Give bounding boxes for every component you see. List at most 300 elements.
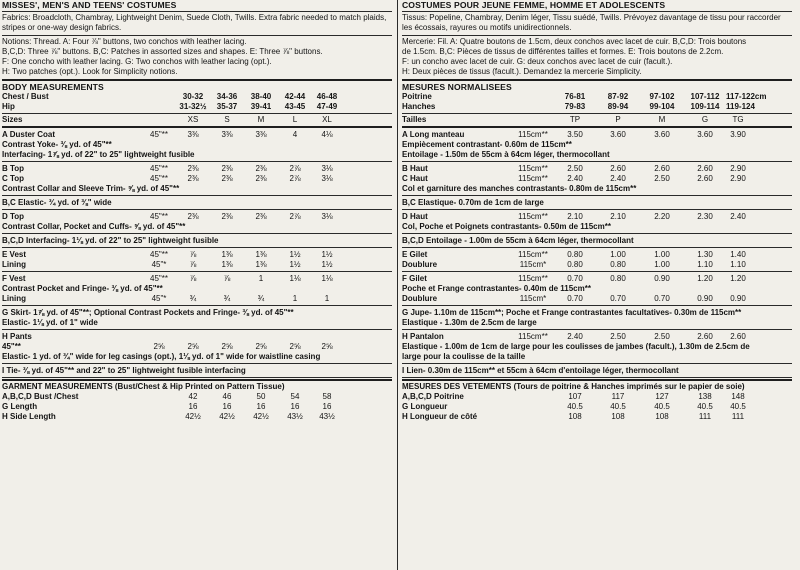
yardage-value: 0.70 [610, 294, 626, 303]
yardage-value: 0.90 [654, 274, 670, 283]
note-line: large pour la coulisse de la taille [402, 352, 526, 361]
table-row [2, 412, 392, 422]
garment-label: 45"** [2, 342, 21, 351]
note-line: G Skirt- 1⅞ yd. of 45"**; Optional Contrast Pockets and Fringe- ⅜ yd. of 45"** [2, 308, 294, 317]
yardage-value: 1⅜ [221, 260, 233, 269]
divider-line [2, 363, 392, 364]
notions-block [2, 37, 392, 77]
note-line: Col, Poche et Poignets contrastants- 0.50m de 115cm** [402, 222, 611, 231]
measure-value: 40.5 [697, 402, 713, 411]
yardage-value: 0.90 [730, 294, 746, 303]
chest-value: 76-81 [564, 92, 586, 101]
garment-label: A Duster Coat [2, 130, 56, 139]
hip-value: 99-104 [649, 102, 675, 111]
measure-value: 117 [611, 392, 625, 401]
table-row [402, 332, 792, 342]
garment-label: Lining [2, 260, 26, 269]
chest-value: 34-36 [216, 92, 238, 101]
yardage-section [2, 163, 392, 194]
garment-label: D Top [2, 212, 25, 221]
yardage-value: 1 [324, 294, 330, 303]
yardage-value: 1 [292, 294, 298, 303]
yardage-value: 2.10 [610, 212, 626, 221]
table-row [2, 260, 392, 270]
size-label: L [292, 115, 298, 124]
fabric-width: 115cm** [518, 332, 548, 341]
divider-line [2, 161, 392, 162]
divider-line [2, 35, 392, 36]
note-line: Interfacing- 1⅞ yd. of 22" to 25" lightweight fusible [2, 150, 195, 159]
table-row [402, 294, 792, 304]
measure-value: 108 [611, 412, 625, 421]
yardage-value: 3.60 [697, 130, 713, 139]
sizes-label: Tailles [402, 115, 427, 124]
yardage-section [2, 235, 392, 246]
garment-label: H Pantalon [402, 332, 444, 341]
yardage-value: 3⅛ [321, 174, 333, 183]
yardage-value: 2.10 [567, 212, 583, 221]
table-row [402, 102, 792, 112]
yardage-value: 0.80 [567, 260, 583, 269]
yardage-value: 1⅜ [221, 250, 233, 259]
yardage-value: 1½ [289, 250, 301, 259]
yardage-value: 2⅜ [255, 174, 267, 183]
chest-value: 117-122cm [726, 92, 767, 101]
notions-line: B,C,D: Three ⅞" buttons. B,C: Patches in assorted sizes and shapes. E: Three ⅞" buttons. [2, 47, 323, 56]
chest-value: 87-92 [607, 92, 629, 101]
garment-label: C Haut [402, 174, 428, 183]
measure-value: 42½ [185, 412, 201, 421]
yardage-value: 2.60 [697, 164, 713, 173]
table-row [402, 274, 792, 284]
measure-value: 50 [256, 392, 266, 401]
fabric-width: 115cm* [519, 294, 547, 303]
yardage-value: 1.00 [654, 250, 670, 259]
measure-value: 111 [698, 412, 712, 421]
garment-label: Lining [2, 294, 26, 303]
measure-value: 43½ [319, 412, 335, 421]
divider-line [2, 377, 392, 378]
yardage-value: 0.70 [567, 294, 583, 303]
garment-measure-label: G Longueur [402, 402, 448, 411]
fabric-width: 2⅝ [153, 342, 165, 351]
divider-line [402, 377, 792, 378]
divider-line [2, 11, 392, 12]
divider-line [402, 11, 792, 12]
chest-label: Chest / Bust [2, 92, 49, 101]
garment-label: B Haut [402, 164, 428, 173]
yardage-section [402, 129, 792, 160]
measure-value: 42½ [253, 412, 269, 421]
french-column [402, 0, 792, 570]
hip-value: 35-37 [216, 102, 238, 111]
yardage-value: 0.80 [567, 250, 583, 259]
table-row [402, 402, 792, 412]
sizes-label: Sizes [2, 115, 23, 124]
measure-value: 16 [256, 402, 266, 411]
yardage-value: 2.50 [654, 332, 670, 341]
notions-line: F: One concho with leather lacing. G: Two conchos with leather lacing (opt.). [2, 57, 272, 66]
yardage-value: 2.50 [610, 332, 626, 341]
divider-line [402, 161, 792, 162]
yardage-section [2, 197, 392, 208]
yardage-value: 0.80 [610, 274, 626, 283]
yardage-value: 2⅝ [187, 342, 199, 351]
fabric-width: 45"** [150, 130, 168, 139]
table-row [2, 102, 392, 112]
table-row [2, 174, 392, 184]
yardage-section [2, 129, 392, 160]
garment-label: F Gilet [402, 274, 427, 283]
measure-value: 40.5 [610, 402, 626, 411]
note-line: Elastique - 1.00m de 1cm de large pour les coulisses de jambes (facult.), 1.30m de 2.5cm de [402, 342, 750, 351]
yardage-value: 2⅜ [221, 164, 233, 173]
garment-label: A Long manteau [402, 130, 465, 139]
yardage-value: 2⅜ [255, 164, 267, 173]
hip-value: 43-45 [284, 102, 306, 111]
garment-label: D Haut [402, 212, 428, 221]
divider-line [2, 233, 392, 234]
divider-line [402, 271, 792, 272]
yardage-section [402, 211, 792, 232]
table-row [2, 294, 392, 304]
measure-value: 16 [290, 402, 300, 411]
note-line: B,C,D Entoilage - 1.00m de 55cm à 64cm léger, thermocollant [402, 236, 634, 245]
divider-line [402, 209, 792, 210]
note-line: Empiècement contrastant- 0.60m de 115cm** [402, 140, 572, 149]
measure-value: 42 [188, 392, 198, 401]
notions-line: F: un concho avec lacet de cuir. G: deux conchos avec lacet de cuir (facult.). [402, 57, 673, 66]
yardage-value: 2⅝ [221, 342, 233, 351]
yardage-value: ⅞ [189, 260, 197, 269]
yardage-value: 1.00 [654, 260, 670, 269]
table-row [2, 332, 392, 342]
yardage-value: 2.30 [697, 212, 713, 221]
table-row [2, 115, 392, 125]
yardage-value: 2⅞ [289, 164, 301, 173]
size-label: XS [187, 115, 199, 124]
size-label: S [224, 115, 230, 124]
table-row [2, 402, 392, 412]
hip-value: 79-83 [564, 102, 586, 111]
garment-measure-label: A,B,C,D Bust /Chest [2, 392, 79, 401]
measure-value: 107 [568, 392, 582, 401]
table-row [402, 115, 792, 125]
yardage-value: 0.70 [654, 294, 670, 303]
yardage-value: 3⅜ [187, 130, 199, 139]
measure-value: 108 [655, 412, 669, 421]
yardage-value: 3⅛ [321, 212, 333, 221]
hip-value: 109-114 [690, 102, 720, 111]
fabric-width: 45"* [151, 294, 167, 303]
yardage-value: 1½ [321, 250, 333, 259]
divider-line [2, 195, 392, 196]
yardage-value: 2.60 [697, 332, 713, 341]
yardage-value: 2.60 [654, 164, 670, 173]
hip-value: 31-32½ [179, 102, 207, 111]
yardage-value: 2⅜ [221, 174, 233, 183]
yardage-value: 2.40 [567, 174, 583, 183]
yardage-section [402, 331, 792, 362]
divider-line [402, 363, 792, 364]
yardage-value: 2.60 [610, 164, 626, 173]
hip-value: 39-41 [250, 102, 272, 111]
yardage-value: 1⅜ [255, 260, 267, 269]
english-column [2, 0, 392, 570]
measure-value: 16 [222, 402, 232, 411]
yardage-value: 3⅜ [255, 130, 267, 139]
yardage-value: 2.40 [730, 212, 746, 221]
yardage-value: 1.20 [697, 274, 713, 283]
note-line: B,C Elastique- 0.70m de 1cm de large [402, 198, 544, 207]
yardage-value: ¾ [223, 294, 231, 303]
yardage-value: 2⅜ [187, 212, 199, 221]
yardage-value: 2⅜ [187, 174, 199, 183]
yardage-value: 3.90 [730, 130, 746, 139]
chest-value: 42-44 [284, 92, 306, 101]
yardage-section [2, 211, 392, 232]
yardage-value: 3⅛ [321, 164, 333, 173]
hip-value: 47-49 [316, 102, 338, 111]
yardage-section [2, 249, 392, 270]
table-row [2, 212, 392, 222]
yardage-value: 4 [292, 130, 298, 139]
divider-line [2, 329, 392, 330]
note-line: I Tie- ⅜ yd. of 45"** and 22" to 25" lightweight fusible interfacing [2, 366, 246, 375]
fabric-width: 45"** [150, 212, 168, 221]
divider-line [2, 379, 392, 381]
note-line: Col et garniture des manches contrastants- 0.80m de 115cm** [402, 184, 637, 193]
divider-line [2, 305, 392, 306]
yardage-value: ⅞ [189, 250, 197, 259]
yardage-value: ¾ [189, 294, 197, 303]
measure-value: 16 [188, 402, 198, 411]
yardage-value: 1½ [289, 260, 301, 269]
divider-line [402, 233, 792, 234]
yardage-value: 2.40 [610, 174, 626, 183]
fabric-width: 45"** [150, 164, 168, 173]
table-row [402, 130, 792, 140]
hip-label: Hip [2, 102, 15, 111]
divider-line [2, 79, 392, 81]
measure-value: 108 [568, 412, 582, 421]
yardage-value: 2.60 [697, 174, 713, 183]
yardage-value: 1.40 [730, 250, 746, 259]
chest-value: 107-112 [690, 92, 720, 101]
yardage-value: 1½ [321, 260, 333, 269]
yardage-value: 2⅜ [255, 212, 267, 221]
divider-line [402, 379, 792, 381]
fabric-width: 115cm* [519, 260, 547, 269]
measure-value: 138 [698, 392, 712, 401]
garment-label: F Vest [2, 274, 26, 283]
yardage-value: 3.60 [610, 130, 626, 139]
yardage-section [402, 307, 792, 328]
yardage-value: 2⅜ [187, 164, 199, 173]
divider-line [2, 113, 392, 114]
measure-value: 16 [322, 402, 332, 411]
notions-block [402, 37, 792, 77]
note-line: Contrast Collar, Pocket and Cuffs- ⅝ yd. of 45"** [2, 222, 186, 231]
size-label: G [701, 115, 709, 124]
notions-line: Mercerie: Fil. A: Quatre boutons de 1.5cm, deux conchos avec lacet de cuir. B,C,D: Trois boutons [402, 37, 747, 46]
section-title: COSTUMES POUR JEUNE FEMME, HOMME ET ADOLESCENTS [402, 0, 666, 10]
note-line: Contrast Pocket and Fringe- ⅜ yd. of 45"** [2, 284, 163, 293]
yardage-section [402, 273, 792, 304]
yardage-section [402, 197, 792, 208]
measure-value: 148 [731, 392, 745, 401]
divider-line [402, 305, 792, 306]
yardage-value: 2.90 [730, 174, 746, 183]
chest-value: 46-48 [316, 92, 338, 101]
section-title: MISSES', MEN'S AND TEENS' COSTUMES [2, 0, 177, 10]
yardage-value: 2⅝ [321, 342, 333, 351]
yardage-section [2, 273, 392, 304]
table-row [402, 174, 792, 184]
fabric-width: 115cm** [518, 250, 548, 259]
garment-label: Doublure [402, 260, 438, 269]
note-line: B,C,D Interfacing- 1⅛ yd. of 22" to 25" lightweight fusible [2, 236, 219, 245]
size-label: M [658, 115, 666, 124]
notions-line: Notions: Thread. A: Four ⅞" buttons, two conchos with leather lacing. [2, 37, 247, 46]
note-line: Poche et Frange contrastantes- 0.40m de 115cm** [402, 284, 591, 293]
yardage-section [402, 365, 792, 376]
measure-value: 40.5 [567, 402, 583, 411]
measure-value: 127 [655, 392, 669, 401]
yardage-value: 3.60 [654, 130, 670, 139]
yardage-value: 2⅜ [221, 212, 233, 221]
table-row [2, 130, 392, 140]
fabric-width: 45"* [151, 260, 167, 269]
table-row [2, 342, 392, 352]
yardage-value: 2⅞ [289, 212, 301, 221]
note-line: I Lien- 0.30m de 115cm** et 55cm à 64cm d'entoilage léger, thermocollant [402, 366, 679, 375]
size-label: XL [322, 115, 332, 124]
divider-line [402, 79, 792, 81]
fabric-width: 45"** [150, 174, 168, 183]
column-divider [397, 0, 398, 570]
note-line: Elastique - 1.30m de 2.5cm de large [402, 318, 537, 327]
yardage-value: ¾ [257, 294, 265, 303]
yardage-value: 1.30 [697, 250, 713, 259]
garment-label: E Vest [2, 250, 27, 259]
garment-measure-label: G Length [2, 402, 38, 411]
fabric-width: 115cm** [518, 274, 548, 283]
size-label: TG [732, 115, 744, 124]
divider-line [402, 113, 792, 114]
garment-label: H Pants [2, 332, 32, 341]
divider-line [402, 329, 792, 330]
yardage-value: 1.10 [697, 260, 713, 269]
yardage-value: 2.60 [730, 332, 746, 341]
yardage-section [2, 365, 392, 376]
yardage-value: 0.70 [567, 274, 583, 283]
measure-value: 40.5 [654, 402, 670, 411]
body-measurements-title: MESURES NORMALISEES [402, 82, 512, 92]
table-row [402, 392, 792, 402]
yardage-value: ⅞ [189, 274, 197, 283]
notions-line: de 1.5cm. B,C: Pièces de tissus de différentes tailles et formes. E: Trois boutons de 2.2cm. [402, 47, 724, 56]
body-measurements-title: BODY MEASUREMENTS [2, 82, 104, 92]
table-row [2, 250, 392, 260]
table-row [2, 92, 392, 102]
yardage-value: 1⅛ [289, 274, 301, 283]
chest-value: 30-32 [182, 92, 204, 101]
measure-value: 46 [222, 392, 232, 401]
divider-line [402, 195, 792, 196]
measure-value: 42½ [219, 412, 235, 421]
fabric-width: 115cm** [518, 130, 548, 139]
table-row [402, 92, 792, 102]
yardage-section [402, 163, 792, 194]
divider-line [2, 209, 392, 210]
garment-label: B Top [2, 164, 25, 173]
divider-line [2, 271, 392, 272]
yardage-value: 0.90 [697, 294, 713, 303]
table-row [402, 250, 792, 260]
divider-line [402, 247, 792, 248]
note-line: Entoilage - 1.50m de 55cm à 64cm léger, thermocollant [402, 150, 610, 159]
garment-label: E Gilet [402, 250, 428, 259]
yardage-value: ⅞ [223, 274, 231, 283]
yardage-section [402, 249, 792, 270]
measure-value: 111 [731, 412, 745, 421]
divider-line [2, 126, 392, 128]
fabric-width: 45"** [150, 250, 168, 259]
garment-label: C Top [2, 174, 25, 183]
measure-value: 40.5 [730, 402, 746, 411]
yardage-value: 2⅝ [255, 342, 267, 351]
yardage-value: 1.10 [730, 260, 746, 269]
yardage-section [2, 331, 392, 362]
yardage-value: 2.50 [567, 164, 583, 173]
note-line: Elastic- 1⅛ yd. of 1" wide [2, 318, 98, 327]
note-line: Contrast Yoke- ⅜ yd. of 45"** [2, 140, 112, 149]
yardage-section [2, 307, 392, 328]
yardage-section [402, 235, 792, 246]
yardage-value: 0.80 [610, 260, 626, 269]
table-row [402, 212, 792, 222]
fabric-width: 115cm** [518, 174, 548, 183]
yardage-value: 2.20 [654, 212, 670, 221]
yardage-value: 2⅞ [289, 174, 301, 183]
note-line: Contrast Collar and Sleeve Trim- ⅝ yd. of 45"** [2, 184, 180, 193]
table-row [402, 260, 792, 270]
yardage-value: 3.50 [567, 130, 583, 139]
fabric-width: 45"** [150, 274, 168, 283]
size-label: M [257, 115, 265, 124]
notions-line: H: Two patches (opt.). Look for Simplicity notions. [2, 67, 178, 76]
yardage-value: 1⅜ [255, 250, 267, 259]
note-line: B,C Elastic- ¾ yd. of ⅜" wide [2, 198, 112, 207]
divider-line [2, 247, 392, 248]
yardage-value: 4⅛ [321, 130, 333, 139]
notions-line: H: Deux pièces de tissus (facult.). Demandez la mercerie Simplicity. [402, 67, 642, 76]
yardage-value: 2.40 [567, 332, 583, 341]
yardage-value: 1 [258, 274, 264, 283]
measure-value: 54 [290, 392, 300, 401]
yardage-value: 1.20 [730, 274, 746, 283]
table-row [402, 164, 792, 174]
table-row [2, 392, 392, 402]
garment-measure-label: A,B,C,D Poitrine [402, 392, 464, 401]
measure-value: 58 [322, 392, 332, 401]
chest-value: 38-40 [250, 92, 272, 101]
yardage-value: 2.90 [730, 164, 746, 173]
fabrics-text: Fabrics: Broadcloth, Chambray, Lightweight Denim, Suede Cloth, Twills. Extra fabric needed to match plaids, stripes or one-way design fabrics. [2, 13, 387, 32]
table-row [402, 412, 792, 422]
yardage-value: 3⅜ [221, 130, 233, 139]
